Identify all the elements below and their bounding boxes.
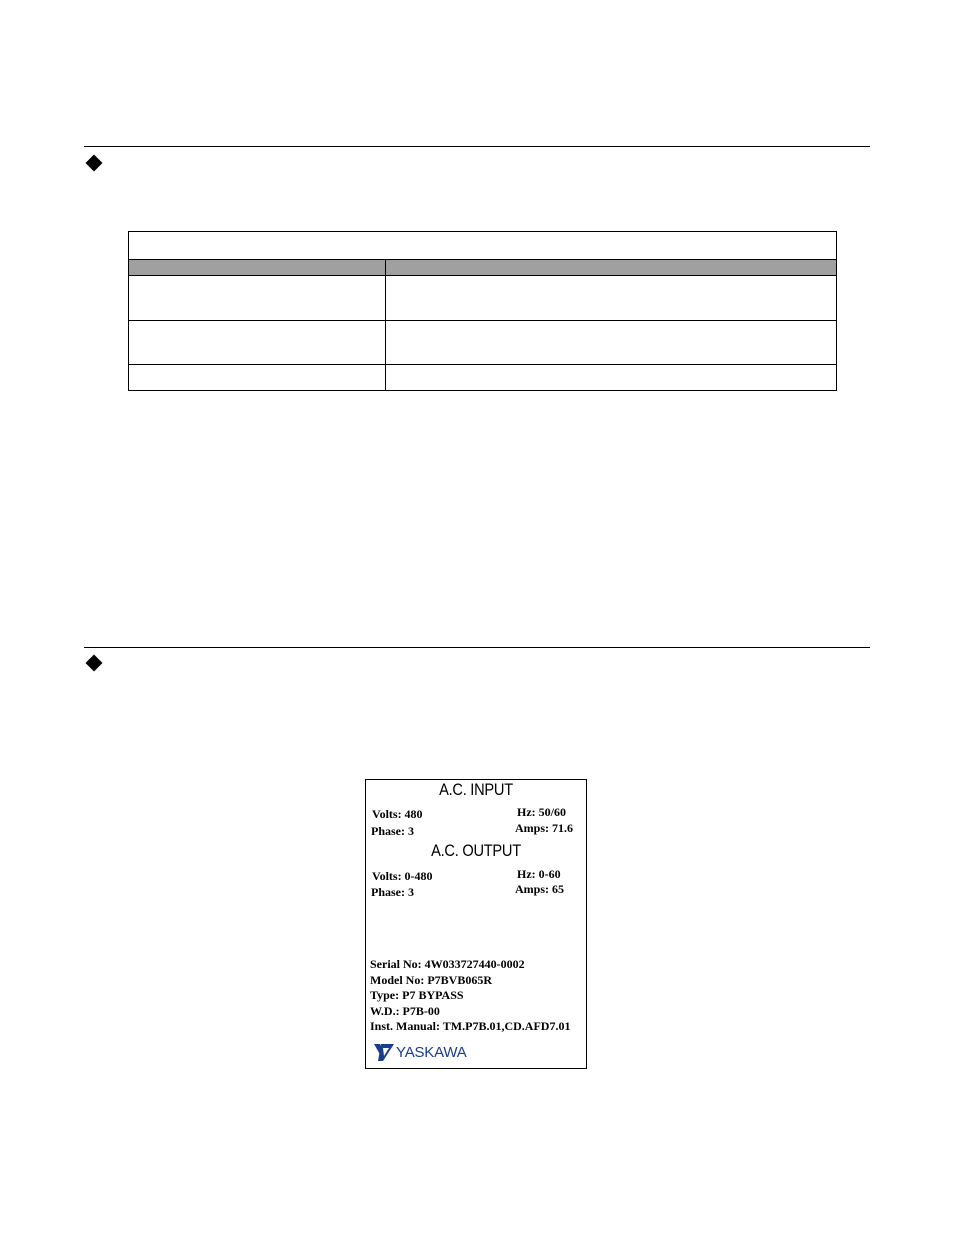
wiring-diagram-line: W.D.: P7B-00 bbox=[370, 1003, 440, 1018]
section-rule-top bbox=[84, 146, 870, 147]
table-row bbox=[129, 320, 837, 364]
type-line: Type: P7 BYPASS bbox=[370, 988, 464, 1002]
section-bullet-icon bbox=[86, 655, 103, 672]
model-number: Model No: P7BVB065R bbox=[370, 972, 492, 987]
yaskawa-logo-text: YASKAWA bbox=[396, 1043, 467, 1061]
ac-input-heading: A.C. INPUT bbox=[439, 780, 513, 799]
output-hz: Hz: 0-60 bbox=[517, 867, 561, 881]
output-phase: Phase: 3 bbox=[371, 885, 414, 899]
spec-table-title-row bbox=[129, 232, 837, 260]
manual-line: Inst. Manual: TM.P7B.01,CD.AFD7.01 bbox=[370, 1019, 571, 1033]
serial-number: Serial No: 4W033727440-0002 bbox=[370, 957, 525, 971]
nameplate-label bbox=[365, 779, 587, 1069]
input-amps: Amps: 71.6 bbox=[515, 821, 574, 835]
input-volts: Volts: 480 bbox=[372, 807, 423, 821]
section-rule-bottom bbox=[84, 647, 870, 648]
ac-output-heading: A.C. OUTPUT bbox=[431, 841, 521, 860]
spec-table bbox=[128, 231, 837, 391]
table-row bbox=[129, 276, 837, 320]
table-row bbox=[129, 365, 837, 391]
yaskawa-logo bbox=[373, 1042, 467, 1062]
input-hz: Hz: 50/60 bbox=[517, 805, 566, 819]
input-phase: Phase: 3 bbox=[371, 824, 414, 838]
output-amps: Amps: 65 bbox=[515, 882, 565, 896]
yaskawa-logo-icon bbox=[373, 1042, 395, 1062]
section-bullet-icon bbox=[86, 155, 103, 172]
spec-table-header-row bbox=[129, 259, 837, 276]
nameplate-info-block bbox=[370, 957, 570, 1035]
output-volts: Volts: 0-480 bbox=[372, 869, 433, 883]
